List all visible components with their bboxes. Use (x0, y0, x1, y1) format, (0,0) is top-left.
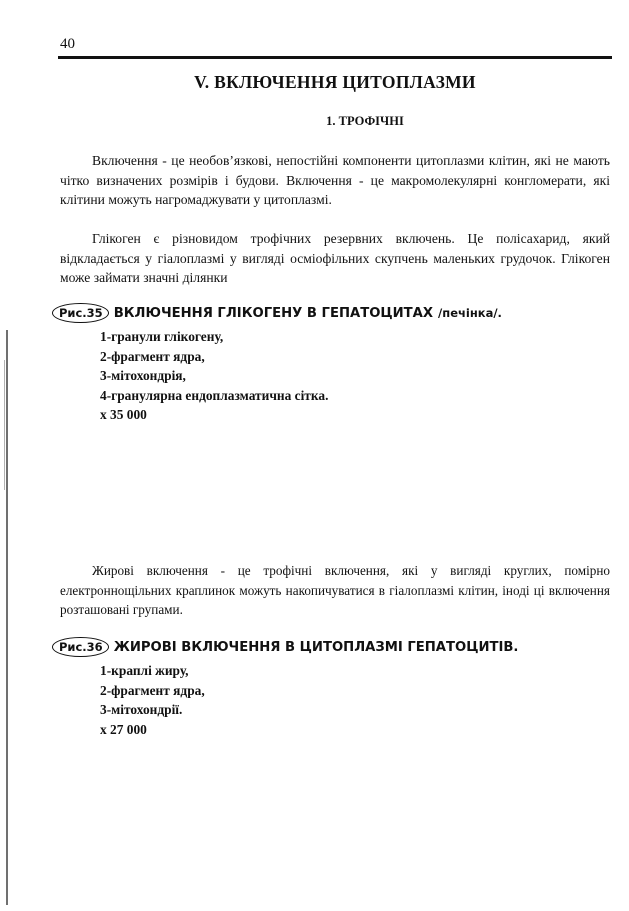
figure-title-36: ЖИРОВІ ВКЛЮЧЕННЯ В ЦИТОПЛАЗМІ ГЕПАТОЦИТІВ. (113, 639, 519, 655)
figure-legend-35 (100, 327, 328, 425)
figure-subtitle-35: /печінка/. (438, 306, 502, 320)
legend-magnification: х 35 000 (100, 407, 147, 422)
paragraph-inclusions-definition: Включення - це необов’язкові, непостійні компоненти цитоплазми клітин, які не мають чітко визначених розмірів і будови. Включення - це макромолекулярні конгломерати, які клітини можуть нагромаджувати у цитоплазмі. (60, 153, 610, 207)
figure-caption-35 (52, 303, 502, 323)
header-rule (58, 56, 612, 59)
figure-legend-36 (100, 661, 205, 739)
legend-item: 3-мітохондрії. (100, 702, 183, 717)
legend-item: 4-гранулярна ендоплазматична сітка. (100, 387, 329, 403)
legend-magnification: х 27 000 (100, 721, 147, 737)
figure-title-35: ВКЛЮЧЕННЯ ГЛІКОГЕНУ В ГЕПАТОЦИТАХ (113, 305, 434, 321)
legend-item: 3-мітохондрія, (100, 368, 186, 383)
legend-item: 2-фрагмент ядра, (100, 682, 205, 698)
figure-caption-36 (52, 637, 518, 657)
page-number: 40 (60, 36, 75, 52)
section-title: 1. ТРОФІЧНІ (326, 114, 404, 128)
scan-edge-line (4, 360, 5, 490)
scan-edge-line (6, 330, 8, 905)
paragraph-fat-inclusions: Жирові включення - це трофічні включення, які у вигляді круглих, помірно електроннощільних краплинок можуть накопичуватися в гіалоплазмі клітин, іноді ці включення розташовані групами. (60, 563, 610, 617)
paragraph-glycogen: Глікоген є різновидом трофічних резервних включень. Це полісахарид, який відкладається у гіалоплазмі у вигляді осміофільних скупчень маленьких грудочок. Глікоген може займати значні ділянки (60, 231, 610, 285)
figure-label-36: Рис.36 (52, 637, 109, 657)
chapter-title: V. ВКЛЮЧЕННЯ ЦИТОПЛАЗМИ (194, 72, 476, 92)
legend-item: 2-фрагмент ядра, (100, 348, 205, 364)
legend-item: 1-краплі жиру, (100, 663, 189, 678)
legend-item: 1-гранули глікогену, (100, 329, 224, 344)
figure-label-35: Рис.35 (52, 303, 109, 323)
